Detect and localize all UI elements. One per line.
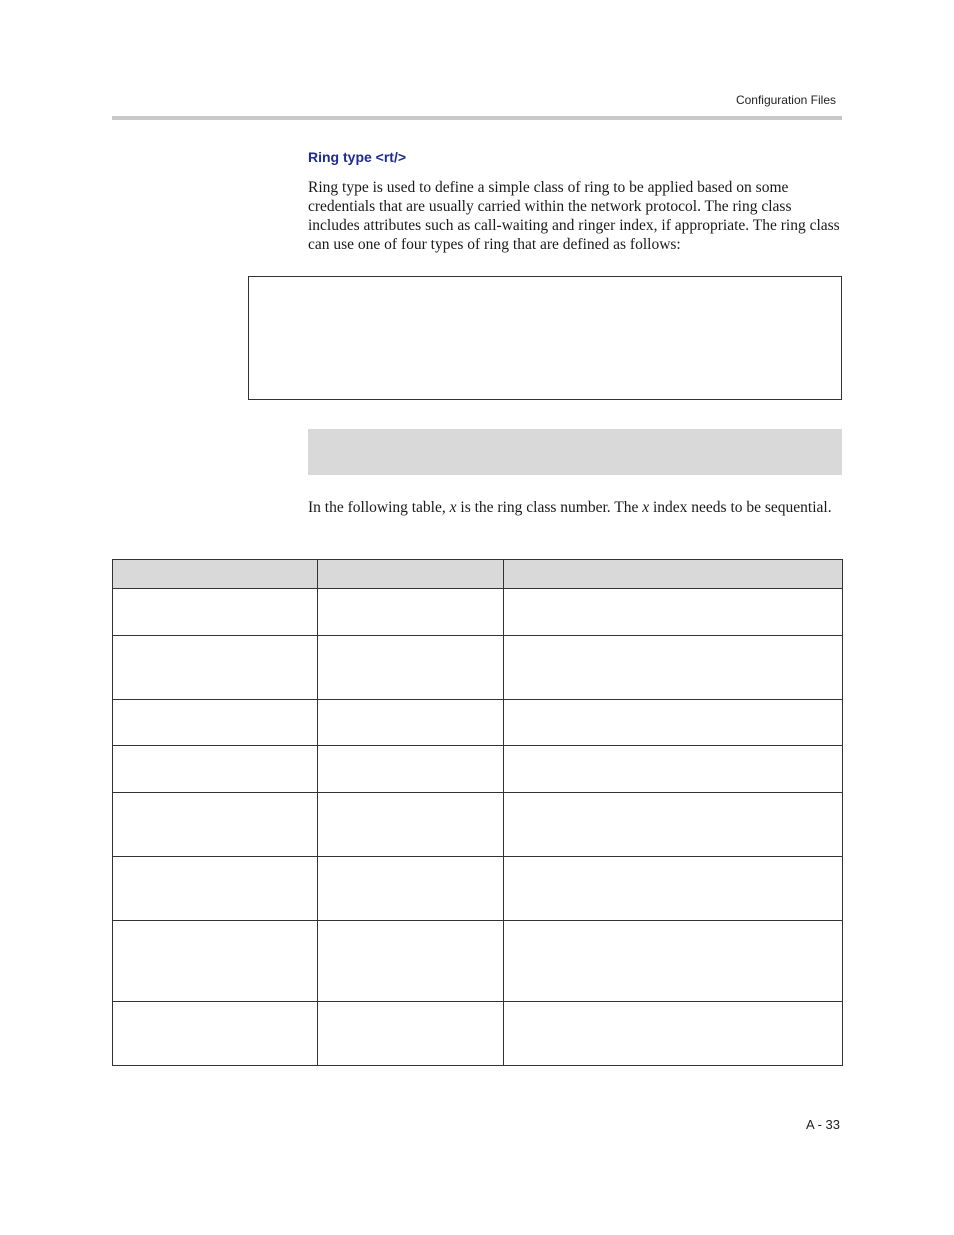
table-cell bbox=[113, 589, 318, 636]
section-heading: Ring type <rt/> bbox=[308, 149, 407, 165]
table-row bbox=[113, 921, 843, 1002]
table-note-variable-2: x bbox=[642, 499, 650, 516]
table-row bbox=[113, 793, 843, 857]
table-cell bbox=[113, 857, 318, 921]
table-cell bbox=[318, 857, 504, 921]
table-header-cell bbox=[504, 560, 843, 589]
table-note-text-1: In the following table, bbox=[308, 499, 450, 516]
header-rule bbox=[112, 116, 842, 120]
note-band bbox=[308, 429, 842, 475]
running-header: Configuration Files bbox=[735, 93, 836, 107]
table-cell bbox=[113, 921, 318, 1002]
table-note-text-2: is the ring class number. The bbox=[456, 499, 643, 516]
ring-types-box bbox=[248, 276, 842, 400]
table-cell bbox=[504, 857, 843, 921]
table-cell bbox=[318, 921, 504, 1002]
table-note-variable-1: x bbox=[449, 499, 457, 516]
table-cell bbox=[504, 921, 843, 1002]
table-cell bbox=[504, 793, 843, 857]
ring-class-table bbox=[112, 559, 843, 1066]
table-cell bbox=[504, 700, 843, 746]
table-cell bbox=[318, 700, 504, 746]
table-cell bbox=[318, 746, 504, 793]
table-row bbox=[113, 746, 843, 793]
table-row bbox=[113, 1002, 843, 1066]
table-cell bbox=[504, 746, 843, 793]
table-cell bbox=[113, 700, 318, 746]
table-cell bbox=[113, 636, 318, 700]
intro-paragraph: Ring type is used to define a simple class of ring to be applied based on some credentials that are usually carried within the network protocol. The ring class includes attributes such as call-waiting and ringer index, if appropriate. The ring class can use one of four types of ring that are defined as follows: bbox=[308, 179, 840, 253]
page-number: A - 33 bbox=[806, 1117, 840, 1132]
table-note-text-3: index needs to be sequential. bbox=[649, 499, 832, 516]
table-cell bbox=[113, 793, 318, 857]
table-row bbox=[113, 857, 843, 921]
table-header-cell bbox=[318, 560, 504, 589]
table-cell bbox=[113, 746, 318, 793]
table-cell bbox=[504, 636, 843, 700]
table-cell bbox=[504, 589, 843, 636]
table-cell bbox=[113, 1002, 318, 1066]
table-cell bbox=[318, 793, 504, 857]
table-header-row bbox=[113, 560, 843, 589]
table-cell bbox=[504, 1002, 843, 1066]
table-row bbox=[113, 589, 843, 636]
table-cell bbox=[318, 589, 504, 636]
table-row bbox=[113, 700, 843, 746]
table-cell bbox=[318, 636, 504, 700]
table-row bbox=[113, 636, 843, 700]
table-cell bbox=[318, 1002, 504, 1066]
table-note-paragraph bbox=[308, 498, 844, 517]
table-header-cell bbox=[113, 560, 318, 589]
